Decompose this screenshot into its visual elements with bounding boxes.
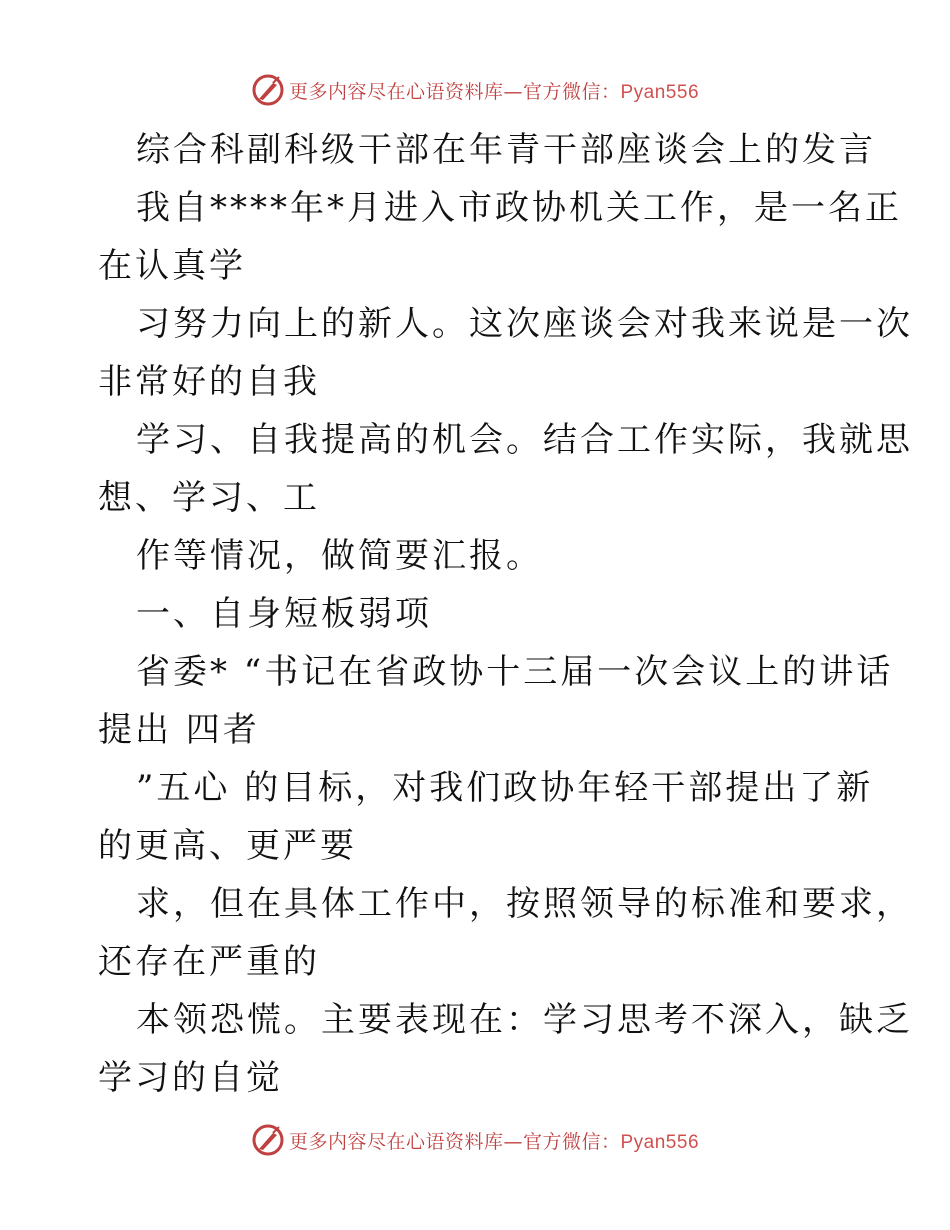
watermark-banner-bottom bbox=[0, 1120, 950, 1160]
paragraph-line: 本领恐慌。主要表现在：学习思考不深入，缺乏 bbox=[136, 1000, 913, 1040]
paragraph-line: 作等情况，做简要汇报。 bbox=[136, 536, 543, 576]
watermark-banner-top bbox=[0, 70, 950, 110]
quill-seal-icon bbox=[251, 1123, 285, 1157]
watermark-text: 更多内容尽在心语资料库—官方微信：Pyan556 bbox=[288, 80, 700, 103]
paragraph-line: 求，但在具体工作中，按照领导的标准和要求， bbox=[136, 884, 913, 924]
paragraph-line: 我自****年*月进入市政协机关工作，是一名正 bbox=[136, 188, 902, 228]
quill-seal-icon bbox=[251, 73, 285, 107]
paragraph-line: 在认真学 bbox=[98, 246, 246, 286]
paragraph-line: 省委* “书记在省政协十三届一次会议上的讲话 bbox=[136, 652, 894, 692]
section-heading: 一、自身短板弱项 bbox=[136, 594, 432, 634]
paragraph-line: ”五心 的目标，对我们政协年轻干部提出了新 bbox=[136, 768, 874, 808]
watermark-text: 更多内容尽在心语资料库—官方微信：Pyan556 bbox=[288, 1130, 700, 1153]
document-title: 综合科副科级干部在年青干部座谈会上的发言 bbox=[136, 130, 876, 170]
paragraph-line: 提出 四者 bbox=[98, 710, 260, 750]
paragraph-line: 学习、自我提高的机会。结合工作实际，我就思 bbox=[136, 420, 913, 460]
paragraph-line: 习努力向上的新人。这次座谈会对我来说是一次 bbox=[136, 304, 913, 344]
paragraph-line: 想、学习、工 bbox=[98, 478, 320, 518]
paragraph-line: 的更高、更严要 bbox=[98, 826, 357, 866]
paragraph-line: 还存在严重的 bbox=[98, 942, 320, 982]
paragraph-line: 学习的自觉 bbox=[98, 1058, 283, 1098]
paragraph-line: 非常好的自我 bbox=[98, 362, 320, 402]
